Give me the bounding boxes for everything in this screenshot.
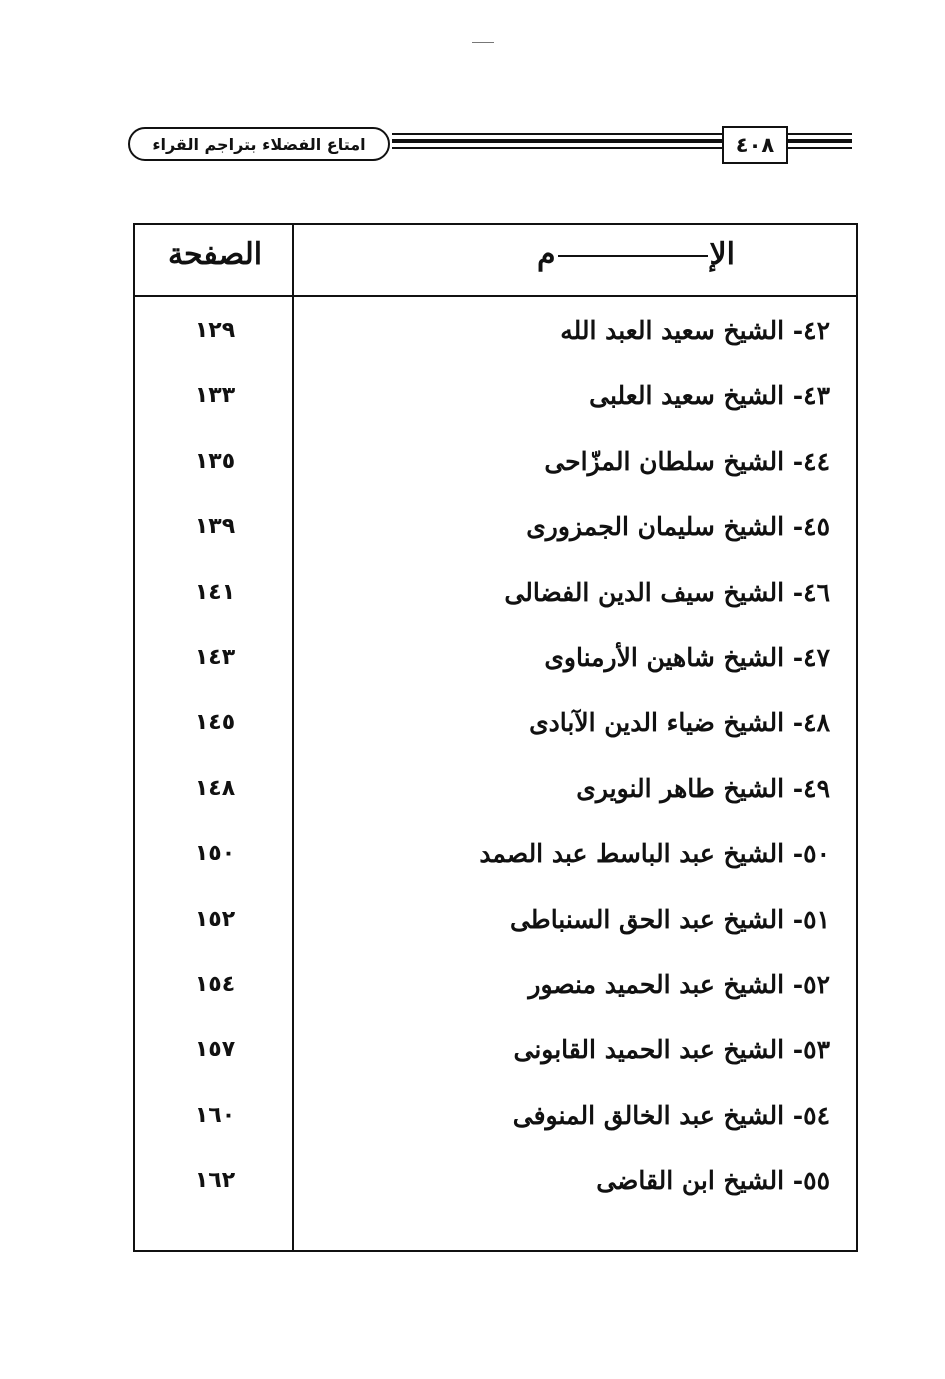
top-dash-mark: [472, 42, 494, 43]
entry-name: ٥٣- الشيخ عبد الحميد القابونى: [513, 1035, 830, 1065]
table-row: [135, 834, 856, 899]
column-header-name: [435, 237, 735, 287]
entry-name: ٤٤- الشيخ سلطان المزّاحى: [544, 446, 830, 476]
entry-name: ٤٦- الشيخ سيف الدين الفضالى: [504, 577, 830, 607]
table-row: [135, 1161, 856, 1226]
entry-page-number: ١٥٠: [194, 841, 236, 867]
entry-name: ٤٧- الشيخ شاهين الأرمناوى: [544, 642, 830, 672]
table-row: [135, 703, 856, 768]
entry-name: ٥٠- الشيخ عبد الباسط عبد الصمد: [479, 839, 830, 869]
table-row: [135, 376, 856, 441]
table-row: [135, 965, 856, 1030]
entry-name: ٤٩- الشيخ طاهر النويرى: [576, 773, 830, 803]
table-row: [135, 1030, 856, 1095]
entry-name: ٥٢- الشيخ عبد الحميد منصور: [528, 969, 830, 999]
entry-name: ٥٥- الشيخ ابن القاضى: [596, 1166, 830, 1196]
table-row: [135, 507, 856, 572]
entry-page-number: ١٤٣: [194, 644, 236, 670]
entry-page-number: ١٥٧: [194, 1037, 236, 1063]
entry-page-number: ١٣٩: [194, 514, 236, 540]
index-table: [133, 223, 858, 1252]
entry-page-number: ١٦٠: [194, 1102, 236, 1128]
table-row: [135, 442, 856, 507]
entry-name: ٥١- الشيخ عبد الحق السنباطى: [509, 904, 830, 934]
entry-page-number: ١٣٥: [194, 448, 236, 474]
column-header-name-end: م: [536, 237, 556, 272]
entry-page-number: ١٢٩: [194, 318, 236, 343]
entry-page-number: ١٥٢: [194, 906, 236, 932]
header-divider: [135, 295, 856, 297]
table-row: [135, 1096, 856, 1161]
index-rows: [135, 311, 856, 1226]
book-title: امتاع الفضلاء بتراجم القراء: [128, 127, 390, 161]
entry-name: ٥٤- الشيخ عبد الخالق المنوفى: [512, 1100, 830, 1130]
entry-page-number: ١٥٤: [194, 971, 236, 997]
entry-page-number: ١٤١: [194, 579, 236, 605]
kashida-stroke: [558, 255, 708, 257]
entry-page-number: ١٦٢: [194, 1168, 236, 1194]
column-header-name-start: الإ: [709, 237, 735, 272]
entry-name: ٤٨- الشيخ ضياء الدين الآبادى: [529, 708, 830, 738]
table-row: [135, 638, 856, 703]
entry-page-number: ١٤٥: [194, 710, 236, 736]
page-number: ٤٠٨: [722, 126, 788, 164]
column-header-page: الصفحة: [167, 237, 263, 272]
entry-name: ٤٢- الشيخ سعيد العبد الله: [560, 316, 830, 345]
table-row: [135, 311, 856, 376]
entry-name: ٤٣- الشيخ سعيد العلبى: [589, 381, 830, 411]
table-row: [135, 900, 856, 965]
table-row: [135, 769, 856, 834]
entry-name: ٤٥- الشيخ سليمان الجمزورى: [526, 512, 830, 542]
entry-page-number: ١٤٨: [194, 775, 236, 801]
entry-page-number: ١٣٣: [194, 383, 236, 409]
table-row: [135, 573, 856, 638]
